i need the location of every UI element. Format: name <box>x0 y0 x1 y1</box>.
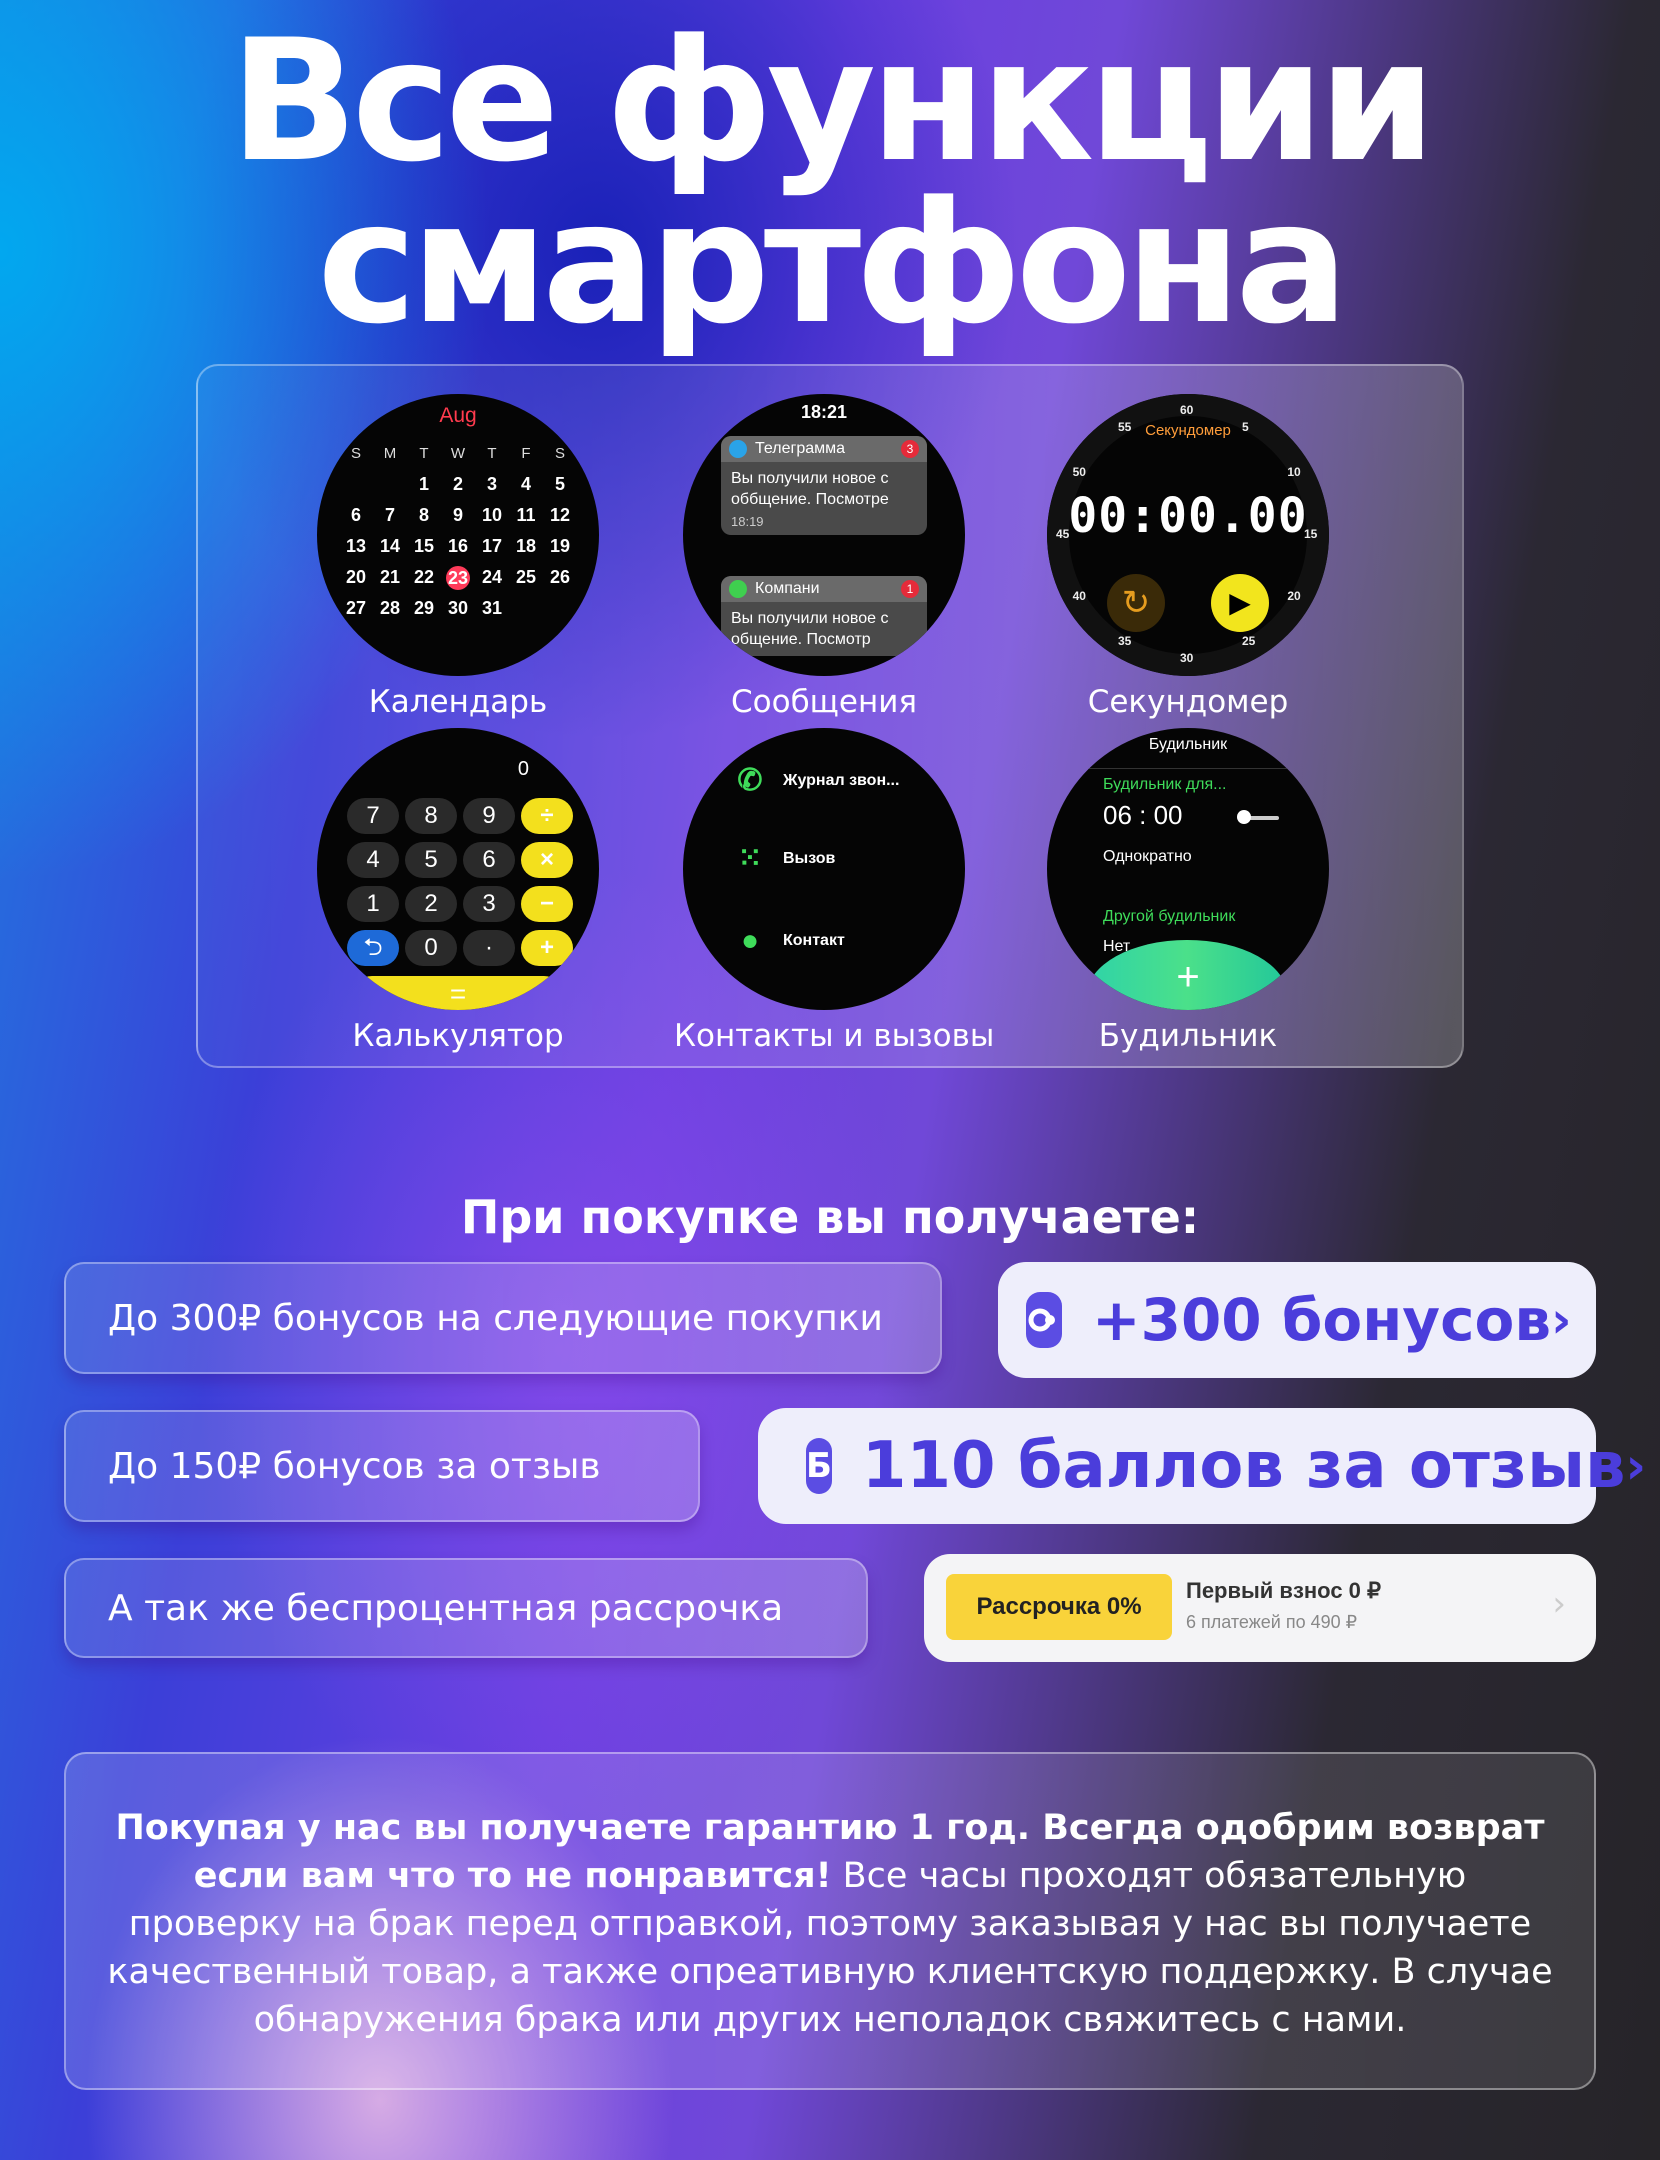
guarantee-bold-text: Покупая у нас вы получаете гарантию 1 год. Всегда одобрим возврат если вам что то не понравится! <box>115 1808 1545 1896</box>
message-text: Вы получили новое с общение. Посмотр <box>731 610 889 648</box>
calendar-month: Aug <box>439 404 477 427</box>
calendar-day: 29 <box>413 598 435 618</box>
calendar-day: 18 <box>515 536 537 556</box>
contact-label: Контакт <box>783 932 845 949</box>
keypad-row <box>347 842 577 878</box>
digit-key: 8 <box>405 798 457 834</box>
weekday-label: T <box>487 445 497 462</box>
alarm-title: Будильник <box>1148 736 1228 753</box>
calendar-day: 8 <box>418 505 429 525</box>
features-panel <box>196 364 1464 1068</box>
benefit-bonus: До 300₽ бонусов на следующие покупки <box>64 1262 942 1374</box>
dial-number: 45 <box>1056 527 1070 541</box>
calendar-day: 19 <box>549 536 571 556</box>
dial-number: 40 <box>1072 589 1086 603</box>
calendar-day: 9 <box>452 505 463 525</box>
dial-number: 10 <box>1287 465 1301 479</box>
dial-number: 35 <box>1118 634 1132 649</box>
operator-key: + <box>521 930 573 966</box>
calendar-day: 28 <box>379 598 401 618</box>
dial-number: 5 <box>1242 419 1249 434</box>
feature-label: Календарь <box>368 684 548 720</box>
weekday-label: W <box>450 445 466 462</box>
calendar-row <box>339 531 579 562</box>
telegram-icon <box>729 440 747 458</box>
weekday-label: F <box>521 445 531 462</box>
calendar-day: 12 <box>549 505 571 525</box>
calendar-grid <box>339 438 579 624</box>
review-badge <box>758 1408 1647 1524</box>
keypad-icon: ⁙ <box>737 842 763 875</box>
digit-key: · <box>463 930 515 966</box>
feature-label: Сообщения <box>730 684 918 720</box>
no-alarm-text: Нет <box>1103 938 1131 955</box>
operator-key: − <box>521 886 573 922</box>
headline <box>0 3 1660 361</box>
call-log-item <box>731 762 899 800</box>
feature-label: Секундомер <box>1087 684 1289 720</box>
calendar-day: 24 <box>481 567 503 587</box>
calendar-day: 3 <box>486 474 497 494</box>
calendar-day: 23 <box>447 567 469 588</box>
calendar-day: 4 <box>520 474 531 494</box>
unread-badge: 1 <box>901 580 919 598</box>
dial-number: 15 <box>1304 527 1318 541</box>
operator-key: × <box>521 842 573 878</box>
weekday-label: T <box>419 445 429 462</box>
digit-key: 4 <box>347 842 399 878</box>
message-app-name: Телеграмма <box>755 440 846 457</box>
back-key: ⮌ <box>347 930 399 966</box>
message-time: 18:19 <box>731 514 764 529</box>
calendar-day: 11 <box>516 505 536 525</box>
feature-calculator <box>308 728 608 1054</box>
message-text: Вы получили новое с оббщение. Посмотре <box>731 470 889 508</box>
review-badge-text: 110 баллов за отзыв <box>861 1429 1626 1503</box>
chevron-right-icon: › <box>1551 1291 1572 1349</box>
messages-watch-face <box>683 394 965 676</box>
chevron-right-icon: › <box>1552 1584 1566 1624</box>
calendar-day: 5 <box>554 474 565 494</box>
calendar-day: 1 <box>418 474 429 494</box>
chat-icon <box>729 580 747 598</box>
message-card <box>721 576 927 656</box>
divider <box>1087 768 1297 769</box>
alarm-name: Будильник для... <box>1103 776 1227 793</box>
points-icon: Б <box>806 1438 832 1494</box>
dial-number: 25 <box>1242 634 1256 649</box>
digit-key: 0 <box>405 930 457 966</box>
calculator-watch-face <box>317 728 599 1010</box>
feature-calendar <box>308 394 608 720</box>
headline-line-1: Все функции <box>229 3 1431 199</box>
digit-key: 1 <box>347 886 399 922</box>
alarm-toggle <box>1241 816 1279 820</box>
digit-key: 9 <box>463 798 515 834</box>
other-alarm-label: Другой будильник <box>1103 908 1236 925</box>
installment-first-payment: Первый взнос 0 ₽ <box>1186 1578 1382 1603</box>
calendar-row <box>339 438 579 469</box>
calendar-day: 26 <box>549 567 571 587</box>
equals-key: = <box>352 976 564 1010</box>
feature-alarm <box>1038 728 1338 1054</box>
calendar-row <box>339 593 579 624</box>
call-log-label: Журнал звон... <box>783 772 900 789</box>
installment-badge <box>924 1554 1596 1662</box>
person-icon: ● <box>740 924 760 957</box>
calendar-day: 15 <box>413 536 435 556</box>
feature-label: Будильник <box>1098 1018 1278 1054</box>
contact-item <box>731 922 845 960</box>
dial-item <box>731 840 835 878</box>
benefit-review: До 150₽ бонусов за отзыв <box>64 1410 700 1522</box>
benefits-heading: При покупке вы получаете: <box>460 1190 1200 1244</box>
keypad-row <box>347 798 577 834</box>
calendar-row <box>339 500 579 531</box>
feature-label: Калькулятор <box>352 1018 564 1054</box>
calendar-day: 6 <box>350 505 361 525</box>
headline-line-2: смартфона <box>317 165 1343 361</box>
benefit-installment: А так же беспроцентная рассрочка <box>64 1558 868 1658</box>
installment-payments: 6 платежей по 490 ₽ <box>1186 1612 1358 1632</box>
messages-clock: 18:21 <box>800 402 848 422</box>
phone-icon: ✆ <box>737 764 763 797</box>
dial-label: Вызов <box>783 850 836 867</box>
guarantee-box <box>64 1752 1596 2090</box>
contacts-watch-face <box>683 728 965 1010</box>
stopwatch-title: Секундомер <box>1145 422 1231 439</box>
unread-badge: 3 <box>901 440 919 458</box>
alarm-repeat: Однократно <box>1103 848 1192 865</box>
stopwatch-time: 00:00.00 <box>1068 488 1308 544</box>
feature-stopwatch <box>1038 394 1338 720</box>
calendar-day: 13 <box>345 536 367 556</box>
bonus-badge-text: +300 бонусов <box>1092 1286 1552 1354</box>
feature-contacts <box>674 728 995 1054</box>
calendar-day: 10 <box>481 505 503 525</box>
guarantee-text: Все часы проходят обязательную проверку на брак перед отправкой, поэтому заказывая у нас вы получаете качественный товар, а также опреативную клиентскую поддержку. В случае обнаружения брака или других неполадок свяжитесь с нами. <box>107 1856 1553 2040</box>
alarm-time: 06 : 00 <box>1103 800 1183 830</box>
dial-number: 55 <box>1118 419 1132 434</box>
calendar-day: 21 <box>379 567 401 587</box>
dial-number: 20 <box>1287 589 1301 603</box>
calendar-day: 30 <box>447 598 469 618</box>
keypad-row <box>347 886 577 922</box>
calendar-day: 14 <box>379 536 401 556</box>
calculator-keypad <box>347 798 577 974</box>
keypad-row <box>347 930 577 966</box>
digit-key: 6 <box>463 842 515 878</box>
calendar-day: 2 <box>452 474 463 494</box>
calendar-day: 31 <box>481 598 503 618</box>
dial-number: 60 <box>1180 403 1194 417</box>
digit-key: 2 <box>405 886 457 922</box>
calendar-day: 25 <box>515 567 537 587</box>
installment-tag: Рассрочка 0% <box>946 1574 1172 1640</box>
operator-key: ÷ <box>521 798 573 834</box>
chevron-right-icon: › <box>1625 1437 1647 1495</box>
calendar-day: 20 <box>345 567 367 587</box>
calendar-day: 7 <box>384 505 395 525</box>
stopwatch-watch-face <box>1047 394 1329 676</box>
calendar-watch-face <box>317 394 599 676</box>
dial-number: 30 <box>1180 651 1194 665</box>
calendar-day: 22 <box>413 567 435 587</box>
bonus-badge <box>998 1262 1596 1378</box>
calendar-row <box>339 469 579 500</box>
weekday-label: S <box>350 445 361 462</box>
calendar-day: 27 <box>345 598 367 618</box>
message-app-name: Компани <box>755 580 820 597</box>
digit-key: 3 <box>463 886 515 922</box>
digit-key: 7 <box>347 798 399 834</box>
alarm-watch-face <box>1047 728 1329 1010</box>
calendar-day: 16 <box>447 536 469 556</box>
feature-messages <box>674 394 974 720</box>
plus-icon: + <box>1176 955 1200 999</box>
reset-icon: ↻ <box>1107 574 1165 632</box>
weekday-label: M <box>383 445 397 462</box>
weekday-label: S <box>554 445 565 462</box>
play-icon: ▶ <box>1211 574 1269 632</box>
message-card <box>721 436 927 535</box>
dial-number: 50 <box>1072 465 1086 479</box>
feature-label: Контакты и вызовы <box>674 1018 995 1054</box>
calendar-day: 17 <box>481 536 503 556</box>
bonus-icon <box>1026 1292 1062 1348</box>
digit-key: 5 <box>405 842 457 878</box>
calendar-row <box>339 562 579 593</box>
calculator-display: 0 <box>517 758 529 780</box>
